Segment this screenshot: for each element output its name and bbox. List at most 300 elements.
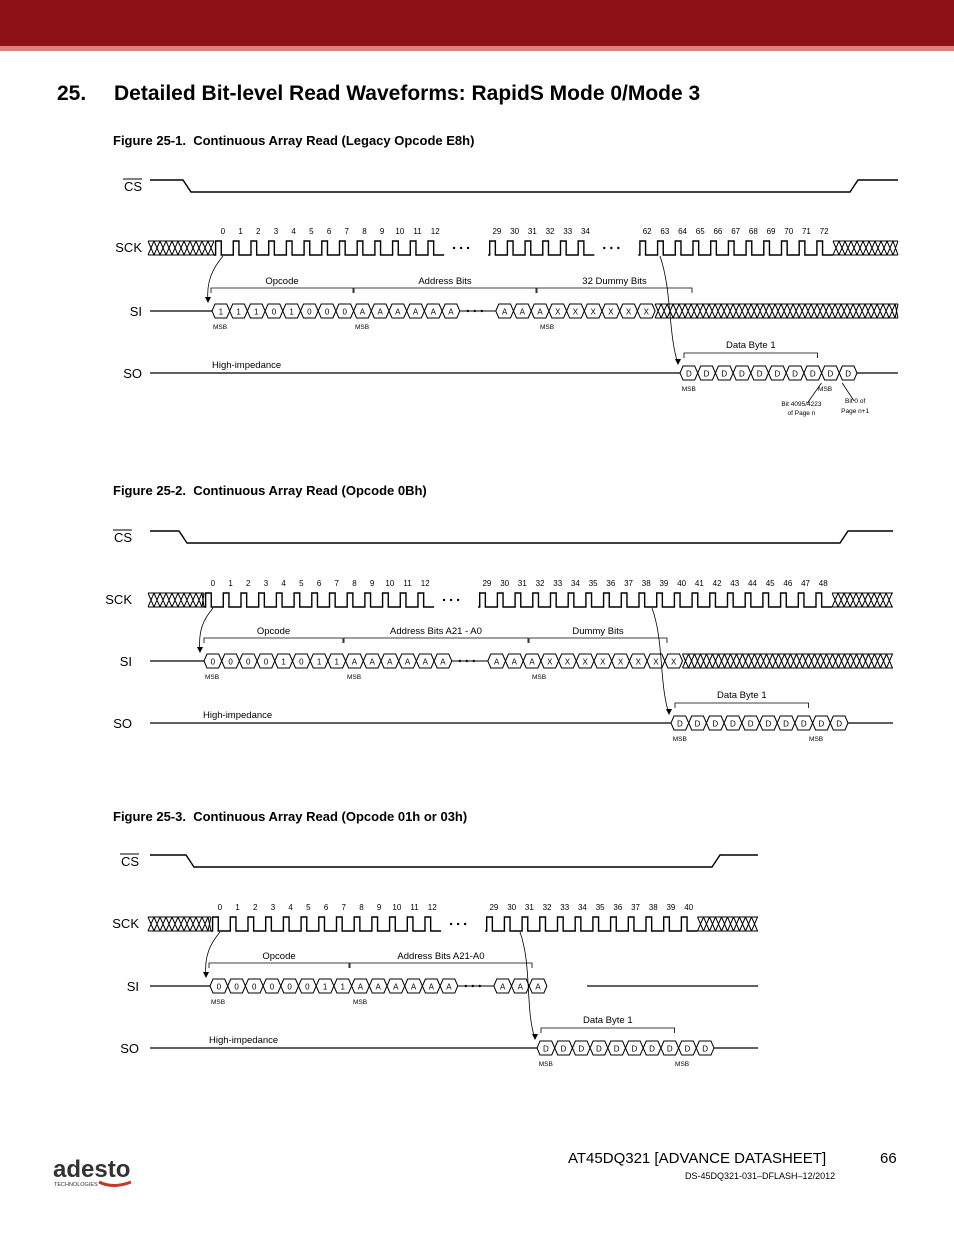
si-group-brace — [537, 288, 692, 293]
clock-number: 9 — [369, 579, 375, 588]
cs-label: CS — [113, 530, 132, 545]
si-bit: 0 — [252, 982, 257, 992]
clock-to-so-arrow-head — [532, 1034, 538, 1040]
so-label: SO — [113, 716, 132, 731]
clock-number: 33 — [553, 579, 563, 588]
si-group-label: Opcode — [265, 276, 299, 287]
si-bit: X — [572, 307, 579, 317]
si-ellipsis — [466, 660, 468, 662]
si-bit: A — [351, 657, 358, 667]
clock-number: 44 — [747, 579, 757, 588]
si-bit: 0 — [287, 982, 292, 992]
sck-clock-pulses — [488, 241, 594, 255]
si-bit: 0 — [234, 982, 239, 992]
clock-number: 6 — [323, 903, 329, 912]
si-bit: X — [564, 657, 571, 667]
sck-hatch-left — [148, 917, 211, 931]
si-ellipsis — [472, 985, 474, 987]
clock-number: 31 — [524, 903, 534, 912]
clock-number: 41 — [694, 579, 704, 588]
clock-number: 39 — [659, 579, 669, 588]
clock-to-so-arrow-head — [675, 359, 681, 365]
si-ellipsis — [459, 660, 461, 662]
high-impedance-label: High-impedance — [203, 710, 273, 721]
clock-to-si-arrow — [208, 256, 223, 302]
clock-number: 39 — [666, 903, 676, 912]
si-msb-label: MSB — [532, 674, 547, 681]
si-bit: X — [617, 657, 624, 667]
si-bit: 1 — [218, 307, 224, 317]
sck-clock-pulses — [638, 241, 833, 255]
clock-number: 31 — [527, 227, 537, 236]
clock-number: 33 — [563, 227, 573, 236]
so-bit: D — [792, 369, 798, 379]
clock-number: 32 — [542, 903, 552, 912]
so-bit: D — [800, 719, 807, 729]
footer-page-number: 66 — [880, 1150, 897, 1167]
si-bit: 0 — [228, 657, 233, 667]
clock-number: 42 — [712, 579, 722, 588]
clock-number: 62 — [642, 227, 652, 236]
cs-signal — [150, 180, 898, 192]
si-hatch — [683, 654, 894, 668]
si-group-brace — [529, 638, 667, 643]
si-bit: 0 — [324, 307, 330, 317]
figure-2-waveform — [0, 510, 954, 750]
so-bit: D — [774, 369, 781, 379]
si-ellipsis — [467, 310, 469, 312]
sck-ellipsis — [457, 923, 459, 925]
si-group-label: 32 Dummy Bits — [582, 276, 647, 287]
si-bit: A — [377, 307, 383, 317]
so-bit: D — [712, 719, 719, 729]
sck-ellipsis — [450, 599, 452, 601]
si-bit: A — [537, 307, 543, 317]
clock-number: 43 — [730, 579, 740, 588]
si-group-brace — [354, 288, 536, 293]
clock-number: 10 — [392, 903, 402, 912]
clock-to-si-arrow-head — [205, 297, 211, 303]
si-group-brace — [209, 963, 349, 968]
sck-clock-pulses — [214, 241, 444, 255]
clock-number: 69 — [766, 227, 776, 236]
data-byte-brace — [675, 703, 809, 708]
clock-number: 6 — [326, 227, 332, 236]
clock-number: 47 — [801, 579, 811, 588]
so-bit: D — [702, 1044, 709, 1054]
clock-number: 30 — [500, 579, 510, 588]
clock-number: 11 — [413, 227, 422, 236]
so-bit: D — [756, 369, 763, 379]
so-msb-label: MSB — [681, 386, 696, 393]
figure-3-caption — [113, 809, 467, 824]
sck-hatch-right — [833, 241, 898, 255]
sck-ellipsis — [453, 247, 455, 249]
clock-number: 8 — [362, 227, 367, 236]
so-bit: D — [836, 719, 843, 729]
clock-number: 29 — [492, 227, 502, 236]
si-group-brace — [211, 288, 353, 293]
clock-number: 11 — [410, 903, 419, 912]
sck-label: SCK — [105, 592, 132, 607]
sck-ellipsis — [464, 923, 466, 925]
clock-number: 40 — [684, 903, 694, 912]
si-bit: X — [590, 307, 596, 317]
si-group-label: Opcode — [262, 951, 296, 962]
si-bit: 0 — [307, 307, 312, 317]
sck-label: SCK — [115, 240, 142, 255]
si-bit: A — [535, 982, 541, 992]
si-bit: X — [653, 657, 659, 667]
clock-number: 6 — [316, 579, 322, 588]
note2-line1: Bit 0 of — [845, 398, 866, 405]
so-bit: D — [676, 719, 683, 729]
clock-number: 9 — [376, 903, 382, 912]
clock-number: 12 — [420, 579, 430, 588]
so-msb-label: MSB — [675, 1061, 690, 1068]
section-title: Detailed Bit-level Read Waveforms: RapidS Mode 0/Mode 3 — [114, 82, 701, 105]
sck-ellipsis — [467, 247, 469, 249]
clock-number: 34 — [577, 903, 587, 912]
clock-number: 0 — [220, 227, 226, 236]
si-group-label: Address Bits A21 - A0 — [390, 626, 482, 637]
so-bit: D — [703, 369, 710, 379]
clock-number: 32 — [545, 227, 555, 236]
data-byte-label: Data Byte 1 — [725, 340, 776, 351]
sck-ellipsis — [443, 599, 445, 601]
si-group-brace — [204, 638, 343, 643]
so-bit: D — [596, 1044, 602, 1054]
si-bit: A — [395, 307, 401, 317]
si-msb-label: MSB — [213, 324, 228, 331]
si-bit: A — [511, 657, 518, 667]
clock-number: 38 — [648, 903, 658, 912]
figure-3-title: Continuous Array Read (Opcode 01h or 03h) — [193, 809, 468, 824]
clock-number: 5 — [309, 227, 314, 236]
header-accent-line — [0, 46, 954, 51]
si-bit: 0 — [263, 657, 269, 667]
so-bit: D — [613, 1044, 620, 1054]
si-group-brace — [350, 963, 532, 968]
si-hatch — [655, 304, 898, 318]
clock-number: 34 — [580, 227, 590, 236]
si-bit: 0 — [342, 307, 347, 317]
si-group-label: Opcode — [256, 626, 291, 637]
si-bit: A — [517, 982, 524, 992]
clock-number: 3 — [263, 579, 269, 588]
sck-ellipsis — [610, 247, 612, 249]
si-bit: A — [428, 982, 434, 992]
so-bit: D — [578, 1044, 585, 1054]
sck-ellipsis — [460, 247, 462, 249]
clock-number: 31 — [517, 579, 527, 588]
clock-number: 5 — [306, 903, 311, 912]
si-bit: A — [440, 657, 446, 667]
si-bit: A — [412, 307, 419, 317]
si-bit: 1 — [281, 657, 286, 667]
sck-clock-pulses — [211, 917, 441, 931]
sck-hatch-right — [698, 917, 759, 931]
data-byte-brace — [541, 1028, 675, 1033]
clock-number: 4 — [288, 903, 293, 912]
si-bit: 0 — [305, 982, 310, 992]
si-group-label: Address Bits — [418, 276, 472, 287]
adesto-logo — [53, 1155, 143, 1191]
si-bit: A — [357, 982, 364, 992]
so-bit: D — [721, 369, 728, 379]
si-bit: X — [600, 657, 606, 667]
clock-number: 4 — [281, 579, 286, 588]
clock-to-si-arrow-head — [203, 972, 209, 978]
si-bit: 0 — [271, 307, 277, 317]
si-msb-label: MSB — [205, 674, 220, 681]
si-bit: 1 — [254, 307, 259, 317]
so-bit: D — [765, 719, 772, 729]
sck-label: SCK — [112, 916, 139, 931]
clock-number: 11 — [403, 579, 412, 588]
si-bit: A — [448, 307, 454, 317]
so-bit: D — [739, 369, 745, 379]
si-bit: A — [410, 982, 417, 992]
si-msb-label: MSB — [355, 324, 370, 331]
clock-number: 66 — [713, 227, 723, 236]
si-ellipsis — [474, 310, 476, 312]
si-bit: A — [529, 657, 535, 667]
so-bit: D — [845, 369, 852, 379]
si-bit: 1 — [289, 307, 294, 317]
so-label: SO — [120, 1041, 139, 1056]
clock-number: 29 — [482, 579, 492, 588]
si-bit: A — [369, 657, 375, 667]
clock-number: 0 — [217, 903, 223, 912]
sck-hatch-right — [832, 593, 893, 607]
clock-to-si-arrow-head — [197, 647, 203, 653]
si-bit: 0 — [269, 982, 275, 992]
si-bit: A — [446, 982, 452, 992]
so-bit: D — [649, 1044, 655, 1054]
clock-number: 37 — [631, 903, 641, 912]
si-msb-label: MSB — [347, 674, 362, 681]
sck-hatch-left — [148, 241, 214, 255]
clock-number: 34 — [570, 579, 580, 588]
clock-number: 46 — [783, 579, 793, 588]
figure-2-title: Continuous Array Read (Opcode 0Bh) — [193, 483, 427, 498]
si-ellipsis — [473, 660, 475, 662]
clock-number: 70 — [784, 227, 794, 236]
si-bit: A — [519, 307, 526, 317]
si-bit: X — [582, 657, 588, 667]
figure-1-waveform — [0, 160, 954, 430]
si-bit: X — [555, 307, 561, 317]
high-impedance-label: High-impedance — [209, 1035, 279, 1046]
section-heading — [57, 82, 700, 106]
so-bit: D — [747, 719, 754, 729]
clock-number: 68 — [748, 227, 758, 236]
so-bit: D — [666, 1044, 673, 1054]
figure-3-waveform — [0, 835, 954, 1075]
si-bit: 0 — [246, 657, 251, 667]
sck-ellipsis — [603, 247, 605, 249]
so-bit: D — [827, 369, 834, 379]
data-byte-brace — [684, 353, 818, 358]
so-bit: D — [542, 1044, 549, 1054]
clock-number: 36 — [613, 903, 623, 912]
si-bit: A — [359, 307, 366, 317]
clock-number: 4 — [291, 227, 296, 236]
footer-doc-title: AT45DQ321 [ADVANCE DATASHEET] — [568, 1150, 827, 1167]
so-msb-label: MSB — [672, 736, 687, 743]
si-bit: 1 — [322, 982, 328, 992]
clock-number: 7 — [341, 903, 346, 912]
si-bit: 1 — [334, 657, 339, 667]
clock-number: 2 — [246, 579, 251, 588]
figure-1-title: Continuous Array Read (Legacy Opcode E8h) — [193, 133, 475, 148]
clock-number: 2 — [256, 227, 261, 236]
clock-number: 30 — [510, 227, 520, 236]
figure-1-caption — [113, 133, 474, 148]
clock-number: 3 — [273, 227, 279, 236]
so-bit: D — [694, 719, 701, 729]
si-bit: 1 — [340, 982, 345, 992]
figure-2-caption — [113, 483, 427, 498]
logo-text: adesto — [53, 1156, 131, 1183]
data-byte-label: Data Byte 1 — [716, 690, 767, 701]
note2-line2: Page n+1 — [841, 408, 870, 415]
clock-number: 1 — [228, 579, 233, 588]
si-bit: A — [422, 657, 428, 667]
si-bit: X — [670, 657, 677, 667]
clock-number: 1 — [235, 903, 240, 912]
si-bit: A — [404, 657, 411, 667]
si-label: SI — [126, 979, 139, 994]
si-label: SI — [119, 654, 132, 669]
si-bit: X — [643, 307, 649, 317]
so-label: SO — [123, 366, 142, 381]
sck-hatch-left — [148, 593, 204, 607]
clock-number: 12 — [430, 227, 440, 236]
figure-1-number: Figure 25-1. — [113, 133, 186, 148]
clock-number: 36 — [606, 579, 616, 588]
clock-number: 64 — [678, 227, 688, 236]
cs-signal — [150, 855, 758, 867]
so-bit: D — [809, 369, 816, 379]
footer-doc-id: DS-45DQ321-031–DFLASH–12/2012 — [685, 1171, 836, 1181]
clock-number: 10 — [385, 579, 395, 588]
si-msb-label: MSB — [211, 999, 226, 1006]
clock-number: 29 — [489, 903, 499, 912]
clock-number: 0 — [210, 579, 216, 588]
sck-ellipsis — [457, 599, 459, 601]
clock-number: 7 — [344, 227, 349, 236]
note1-pointer — [807, 383, 821, 403]
header-bar — [0, 0, 954, 46]
cs-label: CS — [123, 179, 142, 194]
clock-number: 5 — [299, 579, 304, 588]
so-bit: D — [730, 719, 736, 729]
si-bit: 0 — [210, 657, 216, 667]
si-label: SI — [129, 304, 142, 319]
clock-number: 35 — [588, 579, 598, 588]
so-bit: D — [684, 1044, 691, 1054]
so-msb-label: MSB — [818, 386, 833, 393]
si-bit: 0 — [299, 657, 304, 667]
clock-to-so-arrow-head — [666, 709, 672, 715]
si-bit: A — [375, 982, 381, 992]
si-ellipsis — [479, 985, 481, 987]
cs-signal — [150, 531, 893, 543]
si-ellipsis — [481, 310, 483, 312]
clock-number: 35 — [595, 903, 605, 912]
si-bit: A — [493, 657, 500, 667]
si-group-brace — [344, 638, 528, 643]
clock-number: 32 — [535, 579, 545, 588]
clock-number: 33 — [560, 903, 570, 912]
clock-number: 72 — [819, 227, 829, 236]
si-bit: A — [430, 307, 436, 317]
si-bit: X — [547, 657, 553, 667]
figure-2-number: Figure 25-2. — [113, 483, 186, 498]
so-msb-label: MSB — [538, 1061, 553, 1068]
clock-number: 8 — [359, 903, 364, 912]
si-msb-label: MSB — [353, 999, 368, 1006]
figure-3-number: Figure 25-3. — [113, 809, 186, 824]
high-impedance-label: High-impedance — [212, 360, 282, 371]
clock-number: 48 — [818, 579, 828, 588]
clock-number: 71 — [801, 227, 811, 236]
clock-number: 3 — [270, 903, 276, 912]
sck-ellipsis — [617, 247, 619, 249]
data-byte-label: Data Byte 1 — [582, 1015, 633, 1026]
sck-ellipsis — [450, 923, 452, 925]
so-msb-label: MSB — [809, 736, 824, 743]
sck-clock-pulses — [478, 593, 832, 607]
so-bit: D — [783, 719, 789, 729]
note1-line2: of Page n — [787, 410, 816, 417]
si-bit: A — [499, 982, 506, 992]
si-bit: 0 — [216, 982, 222, 992]
si-bit: 1 — [236, 307, 241, 317]
si-bit: A — [501, 307, 508, 317]
clock-number: 65 — [695, 227, 705, 236]
si-msb-label: MSB — [540, 324, 555, 331]
si-bit: X — [635, 657, 641, 667]
clock-number: 37 — [624, 579, 634, 588]
logo-subtext: TECHNOLOGIES — [54, 1182, 98, 1188]
si-bit: A — [387, 657, 393, 667]
si-bit: A — [393, 982, 399, 992]
clock-number: 1 — [238, 227, 243, 236]
sck-clock-pulses — [204, 593, 434, 607]
si-bit: X — [625, 307, 632, 317]
si-group-label: Dummy Bits — [572, 626, 624, 637]
clock-number: 8 — [352, 579, 357, 588]
clock-number: 38 — [641, 579, 651, 588]
si-group-label: Address Bits A21-A0 — [397, 951, 485, 962]
clock-number: 67 — [731, 227, 741, 236]
clock-number: 45 — [765, 579, 775, 588]
so-bit: D — [560, 1044, 567, 1054]
clock-to-si-arrow — [206, 932, 220, 977]
clock-number: 40 — [677, 579, 687, 588]
clock-to-si-arrow — [200, 608, 213, 652]
cs-label: CS — [120, 854, 139, 869]
clock-number: 30 — [507, 903, 517, 912]
clock-number: 63 — [660, 227, 670, 236]
si-bit: X — [608, 307, 614, 317]
clock-number: 9 — [379, 227, 385, 236]
clock-number: 10 — [395, 227, 405, 236]
clock-number: 7 — [334, 579, 339, 588]
